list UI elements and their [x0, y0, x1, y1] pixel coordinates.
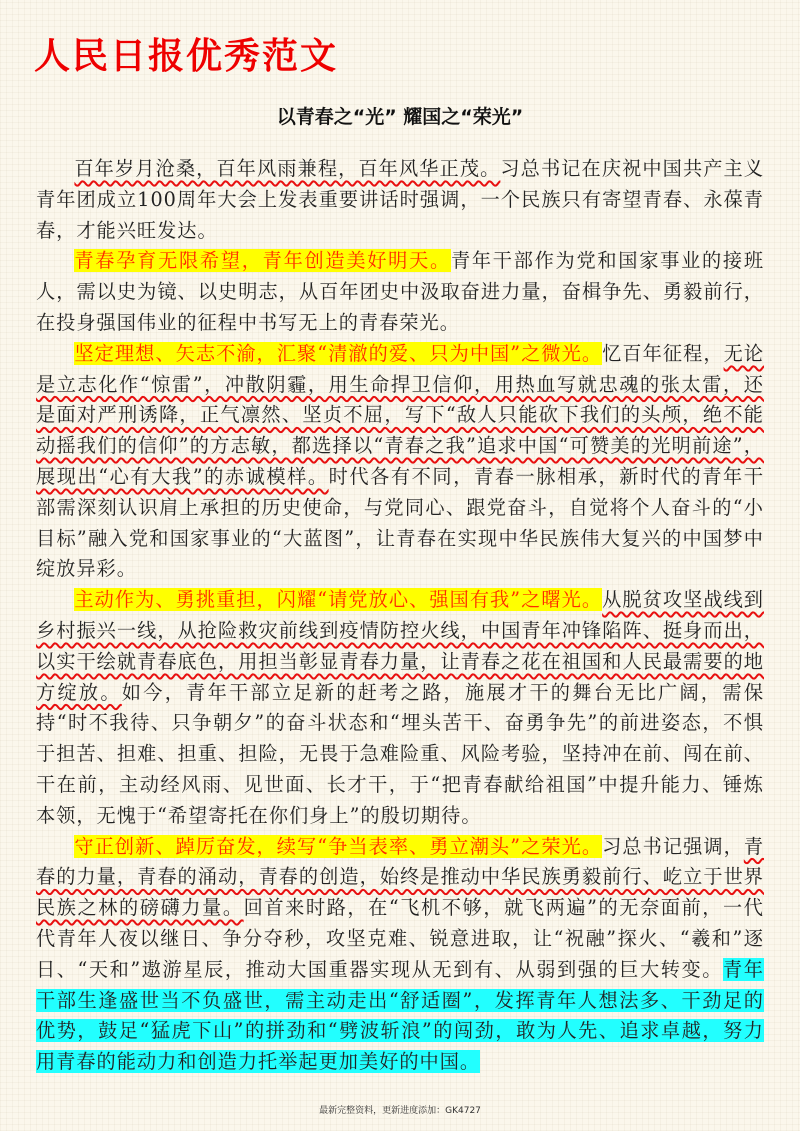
paragraph-1 [36, 154, 764, 246]
paragraph-4 [36, 585, 764, 831]
article-title: 以青春之“光” 耀国之“荣光” [276, 106, 524, 128]
cyan-highlighted-passage: 青年干部生逢盛世当不负盛世，需主动走出“舒适圈”，发挥青年人想法多、干劲足的优势，鼓足“猛虎下山”的拼劲和“劈波斩浪”的闯劲，敢为人先、追求卓越，努力用青春的能动力和创造力托举起更加美好的中国。 [36, 957, 764, 1074]
paragraph-3 [36, 339, 764, 585]
underlined-passage: 青春的力量，青春的涌动，青春的创造，始终是推动中华民族勇毅前行、屹立于世界民族之林的磅礴力量。 [36, 834, 764, 920]
paragraph-5 [36, 832, 764, 1078]
underlined-sentence: 百年岁月沧桑，百年风雨兼程，百年风华正茂。 [74, 157, 501, 180]
paragraph-text: 习总书记强调， [602, 834, 744, 858]
paragraph-text: 忆百年征程， [602, 341, 724, 365]
highlighted-heading: 青春孕育无限希望，青年创造美好明天。 [74, 249, 451, 273]
brand-header: 人民日报优秀范文 [34, 36, 339, 77]
article-body [36, 154, 764, 1078]
highlighted-heading: 主动作为、勇挑重担，闪耀“请党放心、强国有我”之曙光。 [74, 588, 603, 612]
underlined-passage: 无论是立志化作“惊雷”，冲散阴霾，用生命捍卫信仰，用热血写就忠魂的张太雷，还是面对严刑诱降，正气凛然、坚贞不屈，写下“敌人只能砍下我们的头颅，绝不能动摇我们的信仰”的方志敏，都选择以“青春之我”追求中国“可赞美的光明前途”，展现出“心有大我”的赤诚模样。 [36, 341, 765, 488]
footer-note: 最新完整资料，更新进度添加：GK4727 [319, 1106, 481, 1116]
paragraph-text: 习总书记在庆祝中国共产主义青年团成立100周年大会上发表重要讲话时强调，一个民族只有寄望青春、永葆青春，才能兴旺发达。 [36, 157, 765, 242]
paragraph-text: 回首来时路，在“飞机不够，就飞两遍”的无奈面前，一代代青年人夜以继日、争分夺秒，攻坚克难、锐意进取，让“祝融”探火、“羲和”逐日、“天和”遨游星辰，推动大国重器实现从无到有、从弱到强的巨大转变。 [36, 896, 764, 981]
paragraph-text: 如今，青年干部立足新的赶考之路，施展才干的舞台无比广阔，需保持“时不我待、只争朝夕”的奋斗状态和“埋头苦干、奋勇争先”的前进姿态，不惧于担苦、担难、担重、担险，无畏于急难险重、风险考验，坚持冲在前、闯在前、干在前，主动经风雨、见世面、长才干，于“把青春献给祖国”中提升能力、锤炼本领，无愧于“希望寄托在你们身上”的殷切期待。 [36, 680, 765, 827]
underlined-passage: 从脱贫攻坚战线到乡村振兴一线，从抢险救灾前线到疫情防控火线，中国青年冲锋陷阵、挺身而出，以实干绘就青春底色，用担当彰显青春力量，让青春之花在祖国和人民最需要的地方绽放。 [36, 588, 764, 704]
paragraph-text: 时代各有不同，青春一脉相承，新时代的青年干部需深刻认识肩上承担的历史使命，与党同心、跟党奋斗，自觉将个人奋斗的“小目标”融入党和国家事业的“大蓝图”，让青春在实现中华民族伟大复兴的中国梦中绽放异彩。 [36, 464, 765, 581]
paragraph-text: 青年干部作为党和国家事业的接班人，需以史为镜、以史明志，从百年团史中汲取奋进力量，奋楫争先、勇毅前行，在投身强国伟业的征程中书写无上的青春荣光。 [36, 249, 765, 334]
highlighted-heading: 坚定理想、矢志不渝，汇聚“清澈的爱、只为中国”之微光。 [74, 341, 603, 365]
highlighted-heading: 守正创新、踔厉奋发，续写“争当表率、勇立潮头”之荣光。 [74, 834, 603, 858]
paragraph-2 [36, 246, 764, 338]
